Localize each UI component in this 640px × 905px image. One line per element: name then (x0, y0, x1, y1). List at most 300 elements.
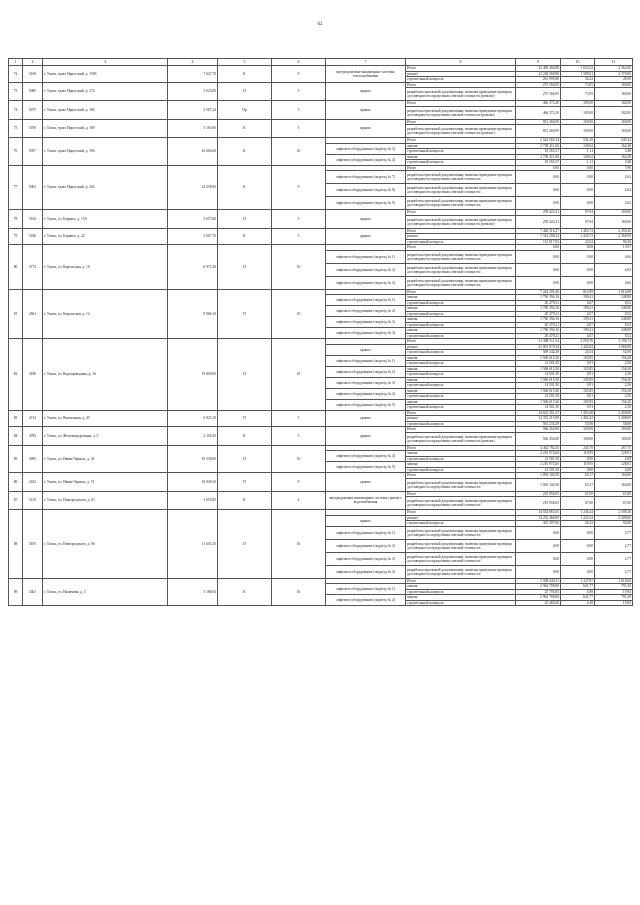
unit-cost: 2 059,76 (561, 339, 595, 345)
unit-cost: 1 443,72 (561, 234, 595, 240)
column-number: 5 (218, 59, 272, 66)
max-unit-cost: 2,77 (595, 552, 633, 565)
unit-cost: 34,22 (561, 77, 595, 83)
wall-material: К (218, 491, 272, 510)
floor-count: 5 (272, 101, 326, 120)
cost-sum: 301 397,06 (516, 521, 561, 527)
max-unit-cost: 267,75 (595, 445, 633, 451)
work-type: крыша (326, 82, 406, 101)
cost-sum: 21 001 070,34 (516, 344, 561, 350)
max-unit-cost: 2,69 (595, 456, 633, 462)
cost-sum: 20 479,21 (516, 322, 561, 328)
address: г. Томск, ул. Нахимова, д. 3 (43, 578, 168, 606)
cost-sum: 219 956,05 (516, 497, 561, 510)
max-unit-cost: 169,00 (595, 432, 633, 445)
floor-count: 5 (272, 210, 326, 229)
unit-cost: 0,91 (561, 361, 595, 367)
cost-sum: 12 490 404,88 (516, 66, 561, 72)
house-id: 4095 (23, 445, 43, 473)
work-category: разработка проектной документации, включая проведение проверки достоверности определения сметной стоимости (406, 184, 516, 197)
max-unit-cost: 3,48 (595, 160, 633, 166)
max-unit-cost: 2 379,00 (595, 71, 633, 77)
work-category: разработка проектной документации, включая проведение проверки достоверности определения сметной стоимости (406, 276, 516, 289)
work-type: крыша (326, 119, 406, 138)
wall-material: П (218, 339, 272, 411)
unit-cost: 4,07 (561, 333, 595, 339)
row-number: 73 (9, 82, 23, 101)
cost-sum: 261 995,88 (516, 77, 561, 83)
cost-sum: 1 790 394,16 (516, 295, 561, 301)
unit-cost: 245,70 (561, 445, 595, 451)
cost-sum: 466 372,20 (516, 106, 561, 119)
total-area: 5 163,96 (168, 119, 218, 138)
work-type: лифтовое оборудование (подъезд № 9) (326, 197, 406, 210)
wall-material: Пр (218, 101, 272, 120)
max-unit-cost: 67,00 (595, 497, 633, 510)
unit-cost: 0,91 (561, 394, 595, 400)
unit-cost: 1 246,44 (561, 510, 595, 516)
cost-sum: 1 094 104,30 (516, 473, 561, 479)
work-category: замена (406, 451, 516, 457)
work-category: Итого (406, 445, 516, 451)
work-type: лифтовое оборудование (подъезд № 8) (326, 184, 406, 197)
work-category: замена (406, 584, 516, 590)
house-id: 5075 (23, 101, 43, 120)
row-number: 87 (9, 491, 23, 510)
max-unit-cost: 2 562,00 (595, 66, 633, 72)
wall-material: К (218, 165, 272, 210)
work-type: крыша (326, 410, 406, 427)
total-area: 5 186,94 (168, 578, 218, 606)
max-unit-cost: 1 616,60 (595, 578, 633, 584)
work-category: разработка проектной документации, включая проведение проверки достоверности определения сметной стоимости (ремонт) (406, 125, 516, 138)
max-unit-cost: 2 458,20 (595, 228, 633, 234)
cost-sum: 14 501,50 (516, 361, 561, 367)
cost-sum: 0,00 (516, 263, 561, 276)
wall-material: П (218, 82, 272, 101)
floor-count: 10 (272, 445, 326, 473)
unit-cost: 0,00 (561, 245, 595, 251)
max-unit-cost: 543,34 (595, 138, 633, 144)
work-type: лифтовое оборудование (подъезд № 5) (326, 462, 406, 473)
max-unit-cost: 791,30 (595, 584, 633, 590)
work-category: ремонт (406, 344, 516, 350)
house-id: 5076 (23, 119, 43, 138)
address: г. Томск, ул. Киргизская, д. 12 (43, 289, 168, 339)
max-unit-cost: 19,94 (595, 589, 633, 595)
max-unit-cost: 248,80 (595, 317, 633, 323)
max-unit-cost: 248,80 (595, 306, 633, 312)
work-type: крыша (326, 101, 406, 120)
unit-cost: 0,00 (561, 171, 595, 184)
unit-cost: 541,45 (561, 138, 595, 144)
unit-cost: 1 455,48 (561, 410, 595, 416)
unit-cost: 97,94 (561, 210, 595, 216)
row-number: 76 (9, 138, 23, 166)
max-unit-cost: 248,80 (595, 295, 633, 301)
wall-material: П (218, 510, 272, 579)
house-id: 4361 (23, 578, 43, 606)
address: г. Томск, тракт Иркутский, д. 184 (43, 101, 168, 120)
max-unit-cost: 2 408,00 (595, 515, 633, 521)
cost-sum: 275 566,95 (516, 88, 561, 101)
unit-cost: 0,91 (561, 372, 595, 378)
address: г. Томск, ул. Водопроводная, д. 16 (43, 339, 168, 411)
floor-count: 5 (272, 119, 326, 138)
floor-count: 10 (272, 339, 326, 411)
cost-sum: 20 479,21 (516, 333, 561, 339)
work-type: лифтовое оборудование (подъезд № 4) (326, 328, 406, 339)
house-id: 5162 (23, 210, 43, 229)
max-unit-cost: 2 408,00 (595, 416, 633, 422)
total-area: 9 066,10 (168, 289, 218, 339)
unit-cost: 641,77 (561, 584, 595, 590)
wall-material: П (218, 245, 272, 290)
max-unit-cost: 49,00 (595, 77, 633, 83)
work-category: строительный контроль (406, 456, 516, 462)
max-unit-cost: 2,77 (595, 539, 633, 552)
work-type: крыша (326, 473, 406, 492)
work-category: замена (406, 328, 516, 334)
total-area: 2 159,20 (168, 427, 218, 446)
cost-sum: 2 216 974,60 (516, 451, 561, 457)
house-id: 4561 (23, 289, 43, 339)
work-category: строительный контроль (406, 361, 516, 367)
max-unit-cost: 2,63 (595, 171, 633, 184)
cost-sum: 1 790 394,16 (516, 328, 561, 334)
house-id: 4785 (23, 427, 43, 446)
work-type: лифтовое оборудование (подъезд № 4) (326, 565, 406, 578)
cost-sum: 566 454,80 (516, 432, 561, 445)
work-type: лифтовое оборудование (подъезд № 1) (326, 355, 406, 366)
floor-count: 9 (272, 165, 326, 210)
unit-cost: 199,41 (561, 317, 595, 323)
unit-cost: 199,41 (561, 295, 595, 301)
address: г. Томск, ул. Киргизская, д. 10 (43, 245, 168, 290)
unit-cost: 4,98 (561, 589, 595, 595)
work-type: крыша (326, 515, 406, 526)
max-unit-cost: 169,00 (595, 125, 633, 138)
work-category: Итого (406, 491, 516, 497)
cost-sum: 20 479,21 (516, 300, 561, 306)
cost-sum: 561 235,29 (516, 421, 561, 427)
table-row (9, 339, 633, 345)
floor-count: 9 (272, 66, 326, 83)
work-category: ремонт (406, 416, 516, 422)
max-unit-cost: 169,00 (595, 88, 633, 101)
column-number: 10 (561, 59, 595, 66)
house-id: 4774 (23, 245, 43, 290)
row-number: 78 (9, 210, 23, 229)
unit-cost: 814,98 (561, 289, 595, 295)
cost-sum: 0,00 (516, 171, 561, 184)
work-category: Итого (406, 66, 516, 72)
unit-cost: 0,00 (561, 552, 595, 565)
column-number-row (9, 59, 633, 66)
unit-cost: 0,00 (561, 197, 595, 210)
unit-cost: 1 222,54 (561, 515, 595, 521)
unit-cost: 149,62 (561, 154, 595, 160)
work-type: лифтовое оборудование (подъезд № 3) (326, 552, 406, 565)
unit-cost: 0,00 (561, 539, 595, 552)
row-number: 77 (9, 165, 23, 210)
cost-sum: 1 790 394,16 (516, 306, 561, 312)
max-unit-cost: 162,48 (595, 154, 633, 160)
work-category: строительный контроль (406, 311, 516, 317)
column-number: 8 (406, 59, 516, 66)
work-type: лифтовое оборудование (подъезд № 2) (326, 539, 406, 552)
max-unit-cost: 128,91 (595, 462, 633, 468)
cost-sum: 1 506 615,30 (516, 377, 561, 383)
cost-sum: 1 506 615,30 (516, 388, 561, 394)
work-category: ремонт (406, 515, 516, 521)
total-area: 11 655,10 (168, 510, 218, 579)
unit-cost: 4,07 (561, 300, 595, 306)
row-number: 83 (9, 410, 23, 427)
work-category: строительный контроль (406, 372, 516, 378)
work-type: лифтовое оборудование (подъезд № 2) (326, 595, 406, 606)
wall-material: К (218, 427, 272, 446)
work-category: разработка проектной документации, включая проведение проверки достоверности определения сметной стоимости (406, 478, 516, 491)
max-unit-cost: 1 016,80 (595, 289, 633, 295)
cost-sum: 12 228 569,00 (516, 71, 561, 77)
floor-count: 10 (272, 245, 326, 290)
max-unit-cost: 7,90 (595, 165, 633, 171)
work-type: лифтовое оборудование (подъезд № 1) (326, 295, 406, 306)
row-number: 84 (9, 427, 23, 446)
unit-cost: 105,85 (561, 399, 595, 405)
wall-material: П (218, 445, 272, 473)
max-unit-cost: 2,56 (595, 361, 633, 367)
work-category: замена (406, 399, 516, 405)
unit-cost: 67,00 (561, 497, 595, 510)
work-category: строительный контроль (406, 421, 516, 427)
cost-sum: 219 956,05 (516, 491, 561, 497)
cost-sum: 1 506 615,30 (516, 399, 561, 405)
cost-sum: 2 962 788,80 (516, 595, 561, 601)
max-unit-cost: 169,00 (595, 215, 633, 228)
house-id: 4714 (23, 410, 43, 427)
cost-sum: 0,00 (516, 197, 561, 210)
unit-cost: 1,11 (561, 160, 595, 166)
address: г. Томск, ул. Беринга, д. 22 (43, 228, 168, 245)
unit-cost: 63,17 (561, 478, 595, 491)
column-number: 1 (9, 59, 23, 66)
work-category: ремонт (406, 71, 516, 77)
cost-sum: 0,00 (516, 184, 561, 197)
max-unit-cost: 2,56 (595, 372, 633, 378)
cost-sum: 5 948 440,11 (516, 578, 561, 584)
total-area: 6 925,10 (168, 410, 218, 427)
work-type: лифтовое оборудование (подъезд № 3) (326, 377, 406, 388)
cost-sum: 31 408 511,54 (516, 339, 561, 345)
table-row (9, 66, 633, 72)
max-unit-cost: 2 508,30 (595, 510, 633, 516)
work-type: внутридомовые инженерные системы теплоснабжения (326, 66, 406, 83)
work-category: Итого (406, 165, 516, 171)
total-area: 19 849,00 (168, 339, 218, 411)
address: г. Томск, ул. Ивана Черных, д. 72 (43, 473, 168, 492)
total-area: 3 955,85 (168, 491, 218, 510)
work-category: разработка проектной документации, включая проведение проверки достоверности определения сметной стоимости (ремонт) (406, 432, 516, 445)
max-unit-cost: 182,00 (595, 101, 633, 107)
wall-material: К (218, 228, 272, 245)
table-row (9, 410, 633, 416)
max-unit-cost: 8,52 (595, 300, 633, 306)
work-type: лифтовое оборудование (подъезд № 3) (326, 143, 406, 154)
cost-sum: 14 252 468,69 (516, 515, 561, 521)
unit-cost: 97,94 (561, 215, 595, 228)
work-type: лифтовое оборудование (подъезд № 1) (326, 250, 406, 263)
max-unit-cost: 2,64 (595, 184, 633, 197)
unit-cost: 641,77 (561, 595, 595, 601)
address: г. Томск, ул. Ивана Черных, д. 24 (43, 445, 168, 473)
cost-sum: 509 342,29 (516, 350, 561, 356)
work-category: Итого (406, 410, 516, 416)
total-area: 7 647,70 (168, 66, 218, 83)
max-unit-cost: 169,00 (595, 119, 633, 125)
cost-sum: 18 565,37 (516, 149, 561, 155)
unit-cost: 1 127,87 (561, 578, 595, 584)
max-unit-cost: 2,56 (595, 394, 633, 400)
page-number: 62 (317, 22, 323, 27)
total-area: 3 625,00 (168, 82, 218, 101)
row-number: 75 (9, 119, 23, 138)
unit-cost: 1 465,74 (561, 228, 595, 234)
unit-cost: 0,90 (561, 467, 595, 473)
max-unit-cost: 2 458,00 (595, 410, 633, 416)
floor-count: 5 (272, 410, 326, 427)
cost-sum: 7 426 316,27 (516, 228, 561, 234)
unit-cost: 0,90 (561, 456, 595, 462)
work-category: разработка проектной документации, включая проведение проверки достоверности определения сметной стоимости (406, 526, 516, 539)
max-unit-cost: 3,48 (595, 149, 633, 155)
cost-sum: 466 372,20 (516, 101, 561, 107)
work-type: лифтовое оборудование (подъезд № 7) (326, 171, 406, 184)
floor-count: 10 (272, 578, 326, 606)
work-category: строительный контроль (406, 239, 516, 245)
floor-count: 5 (272, 82, 326, 101)
row-number: 82 (9, 339, 23, 411)
work-type: крыша (326, 344, 406, 355)
row-number: 89 (9, 578, 23, 606)
work-category: строительный контроль (406, 333, 516, 339)
unit-cost: 73,95 (561, 88, 595, 101)
unit-cost: 0,00 (561, 165, 595, 171)
work-category: Итого (406, 82, 516, 88)
unit-cost: 119,95 (561, 462, 595, 468)
max-unit-cost: 791,30 (595, 595, 633, 601)
max-unit-cost: 8,52 (595, 333, 633, 339)
unit-cost: 105,85 (561, 355, 595, 361)
max-unit-cost: 52,00 (595, 350, 633, 356)
work-category: разработка проектной документации, включая проведение проверки достоверности определения сметной стоимости (406, 197, 516, 210)
work-category: Итого (406, 578, 516, 584)
work-category: Итого (406, 289, 516, 295)
house-id: 5135 (23, 491, 43, 510)
address: г. Томск, тракт Иркутский, д. 169 (43, 119, 168, 138)
work-category: Итого (406, 138, 516, 144)
address: г. Томск, тракт Иркутский, д. 158б (43, 66, 168, 83)
table-row (9, 510, 633, 516)
work-category: Итого (406, 510, 516, 516)
unit-cost: 1 633,23 (561, 66, 595, 72)
work-type: лифтовое оборудование (подъезд № 1) (326, 526, 406, 539)
max-unit-cost: 156,20 (595, 377, 633, 383)
unit-cost: 0,91 (561, 405, 595, 411)
cost-sum: 566 454,80 (516, 427, 561, 433)
work-type: лифтовое оборудование (подъезд № 2) (326, 366, 406, 377)
cost-sum: 20 479,21 (516, 311, 561, 317)
max-unit-cost: 4,66 (595, 250, 633, 263)
unit-cost: 0,00 (561, 565, 595, 578)
unit-cost: 73,95 (561, 82, 595, 88)
unit-cost: 0,00 (561, 263, 595, 276)
cost-sum: 14 554 865,65 (516, 510, 561, 516)
row-number: 74 (9, 101, 23, 120)
work-category: замена (406, 462, 516, 468)
cost-sum: 14 501,50 (516, 456, 561, 462)
unit-cost: 24,54 (561, 350, 595, 356)
max-unit-cost: 156,20 (595, 388, 633, 394)
total-area: 16 664,60 (168, 138, 218, 166)
cost-sum: 0,00 (516, 552, 561, 565)
cost-sum: 851 260,99 (516, 125, 561, 138)
max-unit-cost: 2,56 (595, 383, 633, 389)
unit-cost: 0,91 (561, 383, 595, 389)
max-unit-cost: 248,80 (595, 328, 633, 334)
work-category: Итого (406, 119, 516, 125)
work-type: крыша (326, 228, 406, 245)
max-unit-cost: 2,69 (595, 467, 633, 473)
work-category: разработка проектной документации, включая проведение проверки достоверности определения сметной стоимости (406, 250, 516, 263)
unit-cost: 1,11 (561, 149, 595, 155)
cost-sum: 0,00 (516, 539, 561, 552)
unit-cost: 169,00 (561, 432, 595, 445)
max-unit-cost: 2 368,00 (595, 234, 633, 240)
unit-cost: 67,00 (561, 491, 595, 497)
max-unit-cost: 156,20 (595, 355, 633, 361)
max-unit-cost: 1 968,00 (595, 344, 633, 350)
wall-material: П (218, 410, 272, 427)
work-category: замена (406, 366, 516, 372)
max-unit-cost: 4,65 (595, 263, 633, 276)
max-unit-cost: 2,63 (595, 197, 633, 210)
max-unit-cost: 169,00 (595, 210, 633, 216)
unit-cost: 169,00 (561, 119, 595, 125)
wall-material: К (218, 66, 272, 83)
cost-sum: 2 758 411,00 (516, 154, 561, 160)
work-category: строительный контроль (406, 394, 516, 400)
house-id: 5057 (23, 138, 43, 166)
total-area: 16 849,10 (168, 473, 218, 492)
max-unit-cost: 19,94 (595, 600, 633, 606)
max-unit-cost: 169,00 (595, 427, 633, 433)
work-type: лифтовое оборудование (подъезд № 1) (326, 584, 406, 595)
max-unit-cost: 92,00 (595, 521, 633, 527)
work-category: разработка проектной документации, включая проведение проверки достоверности определения сметной стоимости (406, 497, 516, 510)
total-area: 12 258,90 (168, 165, 218, 210)
unit-cost: 185,00 (561, 106, 595, 119)
unit-cost: 0,00 (561, 250, 595, 263)
max-unit-cost: 50,00 (595, 421, 633, 427)
unit-cost: 105,85 (561, 366, 595, 372)
column-number: 9 (516, 59, 561, 66)
work-type: лифтовое оборудование (подъезд № 4) (326, 451, 406, 462)
floor-count: 9 (272, 473, 326, 492)
work-category: разработка проектной документации, включая проведение проверки достоверности определения сметной стоимости (ремонт) (406, 88, 516, 101)
work-type: лифтовое оборудование (подъезд № 4) (326, 154, 406, 165)
